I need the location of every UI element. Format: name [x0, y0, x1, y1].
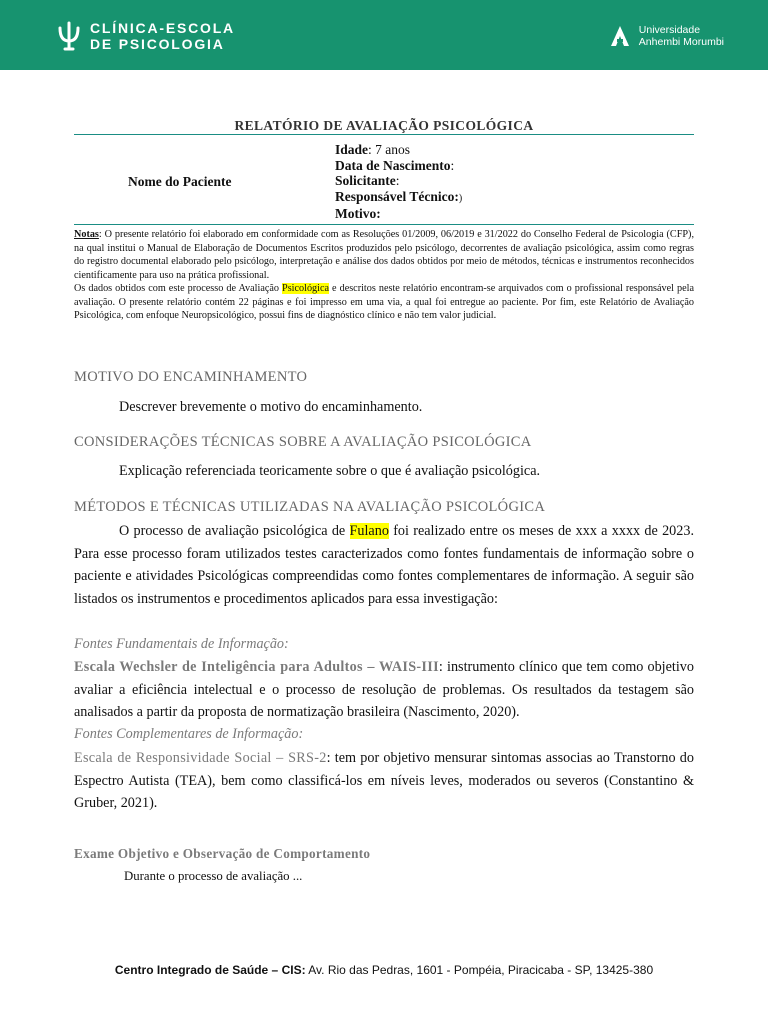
university-logo: [609, 24, 724, 48]
clinic-name: [90, 20, 235, 52]
methods-paragraph: O processo de avaliação psicológica de Fulano foi realizado entre os meses de xxx a xxxx de 2023. Para esse processo foram utilizados testes caracterizados como fontes fundamentais de informação sobre o paciente e atividades Psicológicas compreendidas como fontes complementares de informação. A seguir são listados os instrumentos e procedimentos aplicados para essa investigação:: [74, 523, 694, 607]
university-name-line1: Universidade: [638, 24, 701, 36]
footer-address-text: Av. Rio das Pedras, 1601 - Pompéia, Piracicaba - SP, 13425-380: [305, 963, 654, 977]
methods-section-title: MÉTODOS E TÉCNICAS UTILIZADAS NA AVALIAÇÃO PSICOLÓGICA: [74, 499, 546, 515]
university-name: [639, 24, 724, 48]
report-title: RELATÓRIO DE AVALIAÇÃO PSICOLÓGICA: [234, 118, 534, 133]
clinic-logo: [56, 20, 235, 52]
srs-paragraph: Escala de Responsividade Social – SRS-2: tem por objetivo mensurar sintomas associas ao Transtorno do Espectro Autista (TEA), bem como classificá-los em níveis leves, moderados ou severos (Constantino & Gruber, 2021).: [74, 750, 694, 811]
highlight-fulano: Fulano: [349, 523, 389, 539]
complementary-sources-title: Fontes Complementares de Informação:: [74, 726, 304, 742]
wais-paragraph: Escala Wechsler de Inteligência para Adultos – WAIS-III: instrumento clínico que tem como objetivo avaliar a eficiência intelectual e o processo de resolução de problemas. Os resultados da testagem são analisados a partir da proposta de normatização brasileira (Nascimento, 2020).: [74, 659, 694, 720]
title-divider: [74, 134, 694, 135]
psi-icon: [56, 20, 82, 52]
university-name-line2: Anhembi Morumbi: [638, 36, 724, 48]
highlight-psicologica: Psicológica: [282, 283, 329, 294]
technician-field: Responsável Técnico:): [335, 188, 463, 204]
wais-name: Escala Wechsler de Inteligência para Adultos – WAIS-III: [74, 659, 439, 675]
technical-text: Explicação referenciada teoricamente sobre o que é avaliação psicológica.: [119, 463, 541, 479]
technical-section-title: CONSIDERAÇÕES TÉCNICAS SOBRE A AVALIAÇÃO PSICOLÓGICA: [74, 434, 532, 450]
notes-paragraph-1: Notas: O presente relatório foi elaborado em conformidade com as Resoluções 01/2009, 06/2019 e 31/2022 do Conselho Federal de Psicologia (CFP), na qual institui o Manual de Elaboração de Documentos Escritos produzidos pelo psicólogo, decorrentes de avaliação psicológica, assim como regras do registro documental elaborado pelo psicólogo, interpretação e análise dos dados obtidos por meio de métodos, técnicas e instrumentos reconhecidos cientificamente para uso na prática profissional.: [74, 229, 694, 281]
patient-fields: [335, 142, 462, 222]
header-band: [0, 0, 768, 70]
age-field: Idade: 7 anos: [335, 142, 411, 157]
notes-label: Notas: [74, 229, 99, 240]
notes-block: [74, 228, 694, 323]
reason-field: Motivo:: [335, 206, 381, 221]
fundamental-sources-title: Fontes Fundamentais de Informação:: [74, 636, 289, 652]
clinic-name-line1: CLÍNICA-ESCOLA: [90, 20, 235, 36]
patient-name-label: Nome do Paciente: [128, 174, 232, 189]
notes-paragraph-2: Os dados obtidos com este processo de Avaliação Psicológica e descritos neste relatório encontram-se arquivados com o profissional responsável pela avaliação. O presente relatório contém 22 páginas e foi impresso em uma via, a qual foi entregue ao paciente. Por fim, este Relatório de Avaliação Psicológica, com enfoque Neuropsicológico, possui fins de diagnóstico clínico e não tem valor judicial.: [74, 283, 694, 321]
patient-divider: [74, 224, 694, 225]
referral-section-title: MOTIVO DO ENCAMINHAMENTO: [74, 369, 308, 385]
exam-text: Durante o processo de avaliação ...: [124, 869, 303, 883]
srs-name: Escala de Responsividade Social – SRS-2: [74, 750, 327, 766]
clinic-name-line2: DE PSICOLOGIA: [90, 36, 225, 52]
requester-field: Solicitante:: [335, 173, 400, 188]
university-a-icon: [609, 25, 631, 47]
referral-text: Descrever brevemente o motivo do encaminhamento.: [119, 399, 423, 415]
footer-address: [0, 963, 768, 977]
footer-label: Centro Integrado de Saúde – CIS:: [114, 963, 306, 977]
exam-section-title: Exame Objetivo e Observação de Comportamento: [74, 846, 371, 861]
dob-field: Data de Nascimento:: [335, 157, 455, 173]
